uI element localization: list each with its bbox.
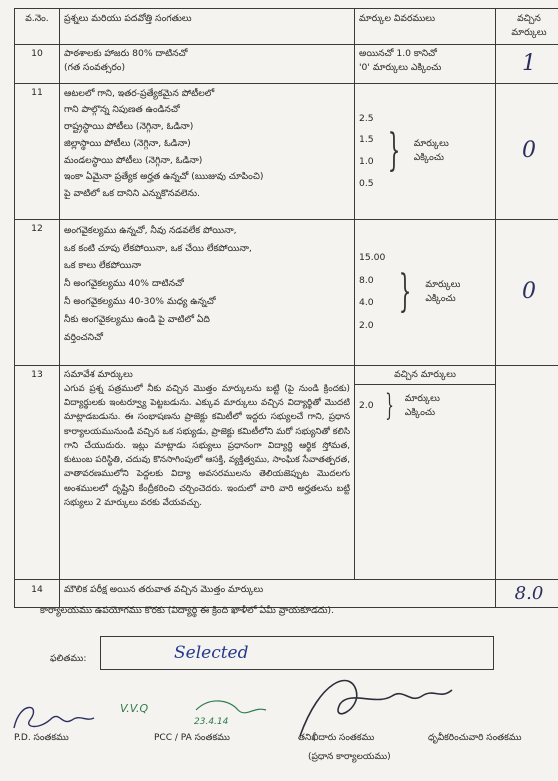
marks-brace-group [359, 108, 491, 195]
header-marks-details: మార్కుల వివరములు [355, 9, 496, 45]
header-item: ప్రశ్నలు మరియు పదవోత్తి సంగతులు [60, 9, 355, 45]
marks-value: 2.5 [359, 112, 374, 124]
handwritten-signatures [0, 670, 558, 740]
row-number: 13 [15, 365, 60, 579]
brace-label: మార్కులు ఎక్కించు [425, 279, 461, 305]
row-line: (గత సంవత్సరం) [64, 61, 126, 73]
curly-brace-icon: } [387, 125, 400, 177]
result-value: Selected [174, 643, 249, 663]
awarded-subheader: వచ్చిన మార్కులు [355, 366, 495, 385]
total-marks-value: 8.0 [514, 582, 544, 604]
awarded-cell [496, 219, 558, 365]
table-row [15, 365, 558, 579]
header-serial-no: వ.నెం. [15, 9, 60, 45]
marks-brace-group [359, 387, 491, 423]
pcc-stamp: V.V.Q [120, 702, 149, 715]
awarded-cell [496, 44, 558, 83]
row-number: 10 [15, 44, 60, 83]
brace-label: మార్కులు ఎక్కించు [413, 138, 449, 164]
header-awarded-marks: వచ్చిన మార్కులు [496, 9, 558, 45]
approver-signature-label: ధృవీకరించువారి సంతకము [428, 733, 522, 743]
pd-signature-label: P.D. సంతకము [14, 733, 69, 743]
pcc-stamp-date: 23.4.14 [194, 717, 229, 727]
row-line: అంగవైకల్యము ఉన్నచో, నీవు నడవలేక పోయినా, [64, 224, 237, 236]
pcc-signature [196, 701, 266, 713]
row-item [60, 219, 355, 365]
marks-value: 4.0 [359, 297, 374, 309]
row-line: నీ అంగవైకల్యము 40-30% మధ్య ఉన్నచో [64, 296, 216, 308]
marks-table [14, 8, 558, 608]
table-row [15, 579, 558, 608]
row-line: రాష్ట్రస్థాయి పోటీలు (నెగ్గినా, ఓడినా) [64, 121, 194, 133]
marks-value: 2.0 [359, 319, 374, 331]
result-box [100, 636, 494, 670]
row-item [60, 83, 355, 219]
row-line: ఆటలలో గాని, ఇతర-ప్రత్యేకమైన పోటీలలో [64, 87, 215, 99]
row-line: నీ అంగవైకల్యము 40% దాటినచో [64, 278, 184, 290]
interview-paragraph: ఎగువ ప్రశ్న పత్రములో నీకు వచ్చిన మొత్తం మార్కులను బట్టి (పై నుండి క్రిందకు) విద్యార్థులకు ఇంటర్వ్యూ పెట్టబడును. ఎక్కువ మార్కులు వచ్చిన విద్యార్థితో మొదటి మాట్లాడబడును. ఈ సంభాషణను ప్రాజెక్టు కమిటీలో ఇద్దరు సభ్యులచే గాని, ప్రధాన కార్యాలయమునుండి వచ్చిన ఒక సభ్యుడు, ప్రాజెక్టు కమిటీలోని మరో సభ్యునితో కలిసి గాని చేయుదురు. ఇట్లు మాట్లాడు సభ్యులు ప్రధానంగా విద్యార్థి ఆర్థిక స్తోమత, కుటుంబ పరిస్థితి, చదువు కొనసాగింపులో ఆసక్తి, వ్యక్తిత్వము, సాంఘిక సేవాతత్పరత, వాతావరణములోని పెద్దలకు విద్యా అవసరములను తెలియజెప్పుట మొదలగు అంశములలో దృష్టిని కేంద్రీకరించి చర్చించెదరు. ఇందులో వారి వారి అర్హతలను బట్టి సభ్యులు 2 మార్కులు వరకు వేయవచ్చు. [64, 383, 350, 508]
inspector-signature [300, 681, 452, 736]
row-marks [355, 219, 496, 365]
marks-value: 8.0 [359, 274, 374, 286]
marks-values [359, 247, 385, 337]
row-line: నీకు అంగవైకల్యము ఉండి పై వాటిలో ఏది [64, 314, 210, 326]
marks-value: 1.5 [359, 134, 374, 146]
marks-value: 15.00 [359, 252, 386, 263]
marks-value: 2.0 [359, 399, 374, 411]
row-title: సమావేశ మార్కులు [64, 368, 133, 380]
marks-line: '0' మార్కులు ఎక్కించు [359, 61, 442, 73]
result-label: ఫలితము: [50, 653, 87, 664]
pd-signature [14, 707, 94, 728]
marks-values [359, 108, 374, 195]
row-number: 14 [15, 579, 60, 608]
row-line: ఇంకా ఏమైనా ప్రత్యేక అర్హత ఉన్నచో (ఋజువు చూపించి) [64, 171, 264, 183]
row-line: జిల్లాస్థాయి పోటీలు (నెగ్గినా, ఓడినా) [64, 137, 191, 149]
awarded-cell [496, 365, 558, 579]
row-line: మండలస్థాయి పోటీలు (నెగ్గినా, ఓడినా) [64, 154, 203, 166]
table-row [15, 219, 558, 365]
row-item [60, 365, 355, 579]
marks-value: 0.5 [359, 177, 374, 189]
row-line: ఒక కంటి చూపు లేకపోయినా, ఒక చేయి లేకపోయినా, [64, 242, 252, 254]
row-marks [355, 365, 496, 579]
inspector-office-label: (ప్రధాన కార్యాలయము) [308, 752, 391, 762]
curly-brace-icon: } [384, 387, 394, 423]
marks-brace-group [359, 247, 491, 337]
row-item: మౌలిక పరీక్ష అయిన తరువాత వచ్చిన మొత్తం మార్కులు [60, 579, 496, 608]
awarded-cell [496, 83, 558, 219]
inspector-signature-label: తనిఖీదారు సంతకము [298, 733, 375, 743]
office-use-note: కార్యాలయము ఉపయోగము కొరకు (విద్యార్థి ఈ క్రింది ఖాళీలో ఏమీ వ్రాయకూడదు). [40, 605, 335, 616]
curly-brace-icon: } [399, 266, 412, 318]
pcc-signature-label: PCC / PA సంతకము [154, 733, 230, 743]
awarded-value: 0 [522, 279, 536, 305]
awarded-value: 1 [522, 50, 536, 76]
brace-label: మార్కులు ఎక్కించు [404, 393, 440, 418]
row-line: ఒక కాలు లేకపోయినా [64, 260, 142, 272]
table-row [15, 83, 558, 219]
awarded-cell [496, 579, 558, 608]
row-number: 11 [15, 83, 60, 219]
row-number: 12 [15, 219, 60, 365]
row-line: వర్తించనిచో [64, 332, 103, 344]
awarded-value: 0 [522, 138, 536, 164]
table-header-row [15, 9, 558, 45]
marks-line: అయినచో 1.0 కానిచో [359, 47, 437, 59]
marks-value: 1.0 [359, 156, 374, 168]
table-row [15, 44, 558, 83]
row-line: గాని పాల్గొన్న నిపుణత ఉండినచో [64, 104, 180, 116]
row-marks [355, 83, 496, 219]
row-line: పై వాటిలో ఒక దానిని ఎన్నుకొనవలెను. [64, 188, 200, 199]
row-line: పాఠశాలకు హాజరు 80% దాటినచో [64, 47, 188, 59]
row-marks [355, 44, 496, 83]
row-item [60, 44, 355, 83]
